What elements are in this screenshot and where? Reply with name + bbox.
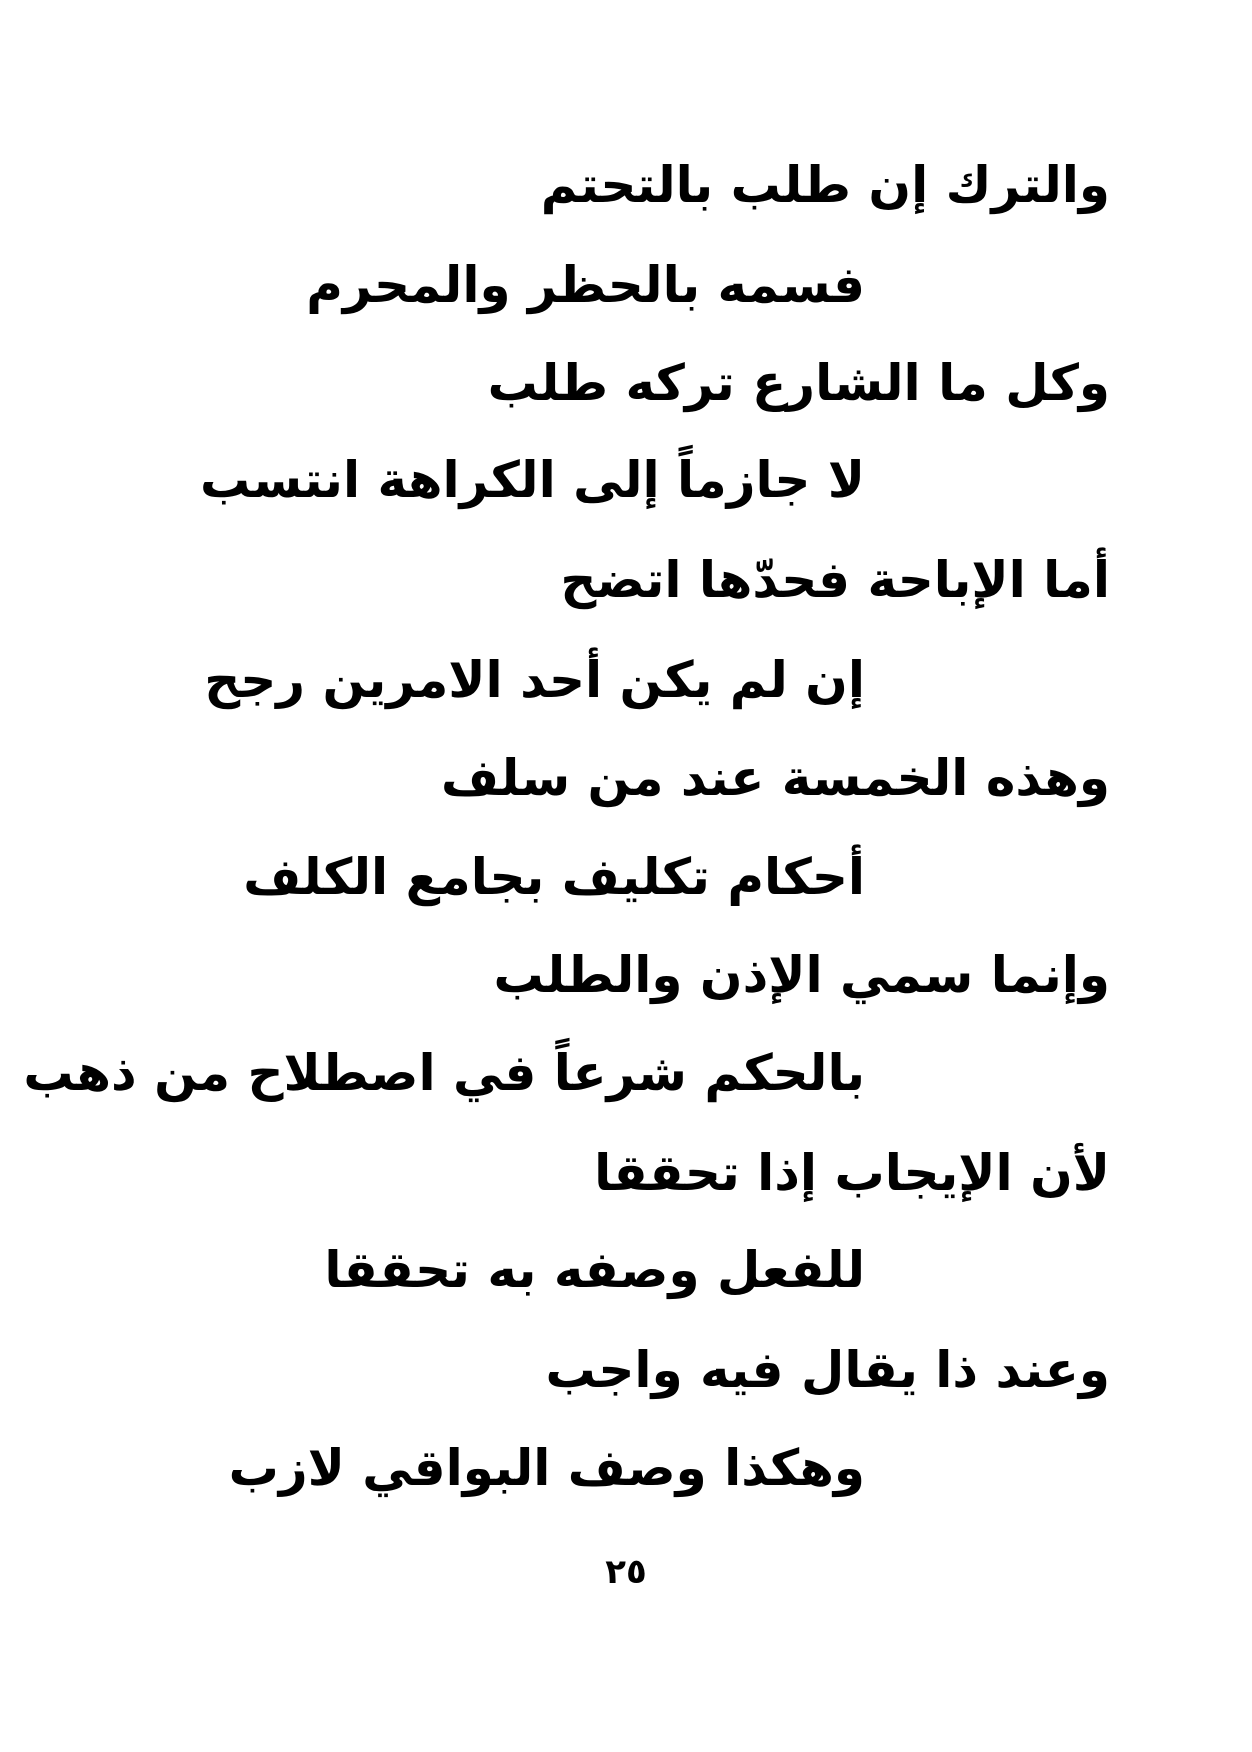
verse-line: للفعل وصفه به تحققا <box>324 1241 865 1299</box>
verse-line: بالحكم شرعاً في اصطلاح من ذهب <box>23 1044 865 1102</box>
verse-line: لا جازماً إلى الكراهة انتسب <box>199 451 865 509</box>
verse-line: وهذه الخمسة عند من سلف <box>441 749 1110 807</box>
verse-line: وإنما سمي الإذن والطلب <box>493 946 1110 1004</box>
verse-line: فسمه بالحظر والمحرم <box>306 256 865 314</box>
verse-line: وعند ذا يقال فيه واجب <box>545 1341 1110 1399</box>
verse-line: والترك إن طلب بالتحتم <box>540 156 1110 214</box>
verse-line: أحكام تكليف بجامع الكلف <box>243 848 865 906</box>
verse-line: إن لم يكن أحد الامرين رجح <box>204 651 865 709</box>
verse-line: لأن الإيجاب إذا تحققا <box>594 1144 1110 1202</box>
verse-line: وهكذا وصف البواقي لازب <box>228 1439 865 1497</box>
verse-line: أما الإباحة فحدّها اتضح <box>560 551 1110 609</box>
verse-line: وكل ما الشارع تركه طلب <box>487 354 1110 412</box>
page-number: ٢٥ <box>605 1552 647 1592</box>
